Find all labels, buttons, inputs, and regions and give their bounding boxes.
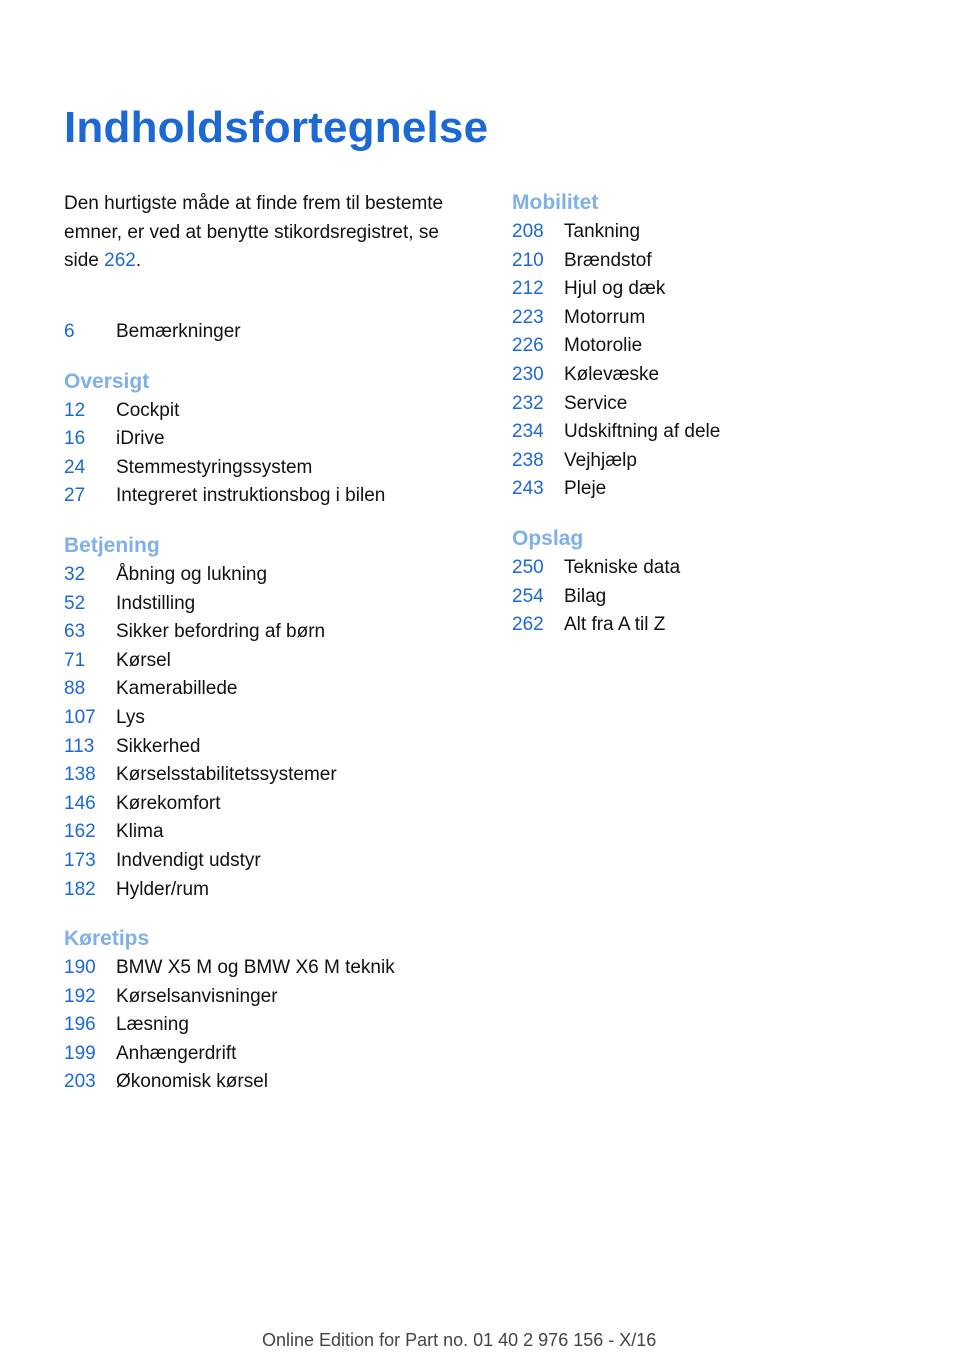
toc-page-number[interactable]: 223 <box>512 306 544 328</box>
toc-entry[interactable] <box>512 418 932 447</box>
toc-entry[interactable] <box>512 390 932 419</box>
toc-page-number[interactable]: 16 <box>64 428 86 450</box>
toc-section <box>64 318 484 347</box>
intro-line-3-suffix: . <box>135 250 142 271</box>
toc-entry-label: Motorrum <box>564 306 646 328</box>
toc-entry-label: Kørsel <box>116 649 171 671</box>
toc-page-number[interactable]: 243 <box>512 478 544 500</box>
section-heading: Oversigt <box>64 369 150 393</box>
toc-entry[interactable] <box>512 554 932 583</box>
toc-entry[interactable] <box>64 618 484 647</box>
intro-paragraph <box>64 190 484 276</box>
toc-entry[interactable] <box>64 876 484 905</box>
toc-entry-label: Bilag <box>564 585 607 607</box>
page-title: Indholdsfortegnelse <box>64 103 489 152</box>
toc-page-number[interactable]: 63 <box>64 621 86 643</box>
toc-entry[interactable] <box>64 647 484 676</box>
toc-page-number[interactable]: 234 <box>512 421 544 443</box>
toc-entry-label: Lys <box>116 706 145 728</box>
intro-line-1: Den hurtigste måde at finde frem til bestemte <box>64 193 444 214</box>
toc-page-number[interactable]: 254 <box>512 585 544 607</box>
toc-entry-label: Pleje <box>564 478 607 500</box>
toc-page-number[interactable]: 203 <box>64 1071 96 1093</box>
toc-entry-label: Cockpit <box>116 399 180 421</box>
toc-entry[interactable] <box>64 675 484 704</box>
toc-entry[interactable] <box>64 318 484 347</box>
toc-page-number[interactable]: 199 <box>64 1042 96 1064</box>
toc-entry-label: Indvendigt udstyr <box>116 849 261 871</box>
toc-entry[interactable] <box>64 561 484 590</box>
toc-entry-label: Indstilling <box>116 592 196 614</box>
toc-section <box>64 367 484 511</box>
toc-page-number[interactable]: 232 <box>512 392 544 414</box>
section-heading: Betjening <box>64 533 160 557</box>
toc-entry-label: iDrive <box>116 428 165 450</box>
toc-page-number[interactable]: 32 <box>64 563 86 585</box>
toc-entry[interactable] <box>512 218 932 247</box>
toc-entry-label: Sikker befordring af børn <box>116 621 326 643</box>
toc-entry-label: Udskiftning af dele <box>564 421 721 443</box>
toc-page-number[interactable]: 113 <box>64 735 95 757</box>
toc-page-number[interactable]: 6 <box>64 321 75 342</box>
toc-entry[interactable] <box>64 1040 484 1069</box>
intro-line-2: emner, er ved at benytte stikordsregistret, se <box>64 221 439 243</box>
toc-entry-label: Åbning og lukning <box>116 563 268 585</box>
toc-entry-label: Tekniske data <box>564 556 681 578</box>
toc-entry-label: Integreret instruktionsbog i bilen <box>116 485 386 507</box>
toc-page-number[interactable]: 88 <box>64 678 86 700</box>
toc-entry[interactable] <box>64 704 484 733</box>
toc-entry[interactable] <box>512 247 932 276</box>
section-heading: Mobilitet <box>512 191 599 214</box>
toc-entry[interactable] <box>512 475 932 504</box>
toc-entry-label: Stemmestyringssystem <box>116 456 313 478</box>
toc-page-number[interactable]: 52 <box>64 592 86 614</box>
toc-entry[interactable] <box>512 361 932 390</box>
toc-page-number[interactable]: 12 <box>64 399 86 421</box>
toc-entry-label: Anhængerdrift <box>116 1042 237 1064</box>
toc-entry[interactable] <box>512 447 932 476</box>
toc-page-number[interactable]: 162 <box>64 821 96 843</box>
toc-entry[interactable] <box>64 425 484 454</box>
toc-entry[interactable] <box>512 304 932 333</box>
toc-page-number[interactable]: 173 <box>64 849 96 871</box>
toc-entry-label: Service <box>564 392 628 414</box>
toc-page-number[interactable]: 226 <box>512 335 544 357</box>
toc-entry[interactable] <box>64 397 484 426</box>
toc-entry[interactable] <box>512 275 932 304</box>
toc-page-number[interactable]: 250 <box>512 556 544 578</box>
toc-entry-label: Kamerabillede <box>116 678 238 700</box>
toc-entry-label: Tankning <box>564 221 641 242</box>
toc-page-number[interactable]: 212 <box>512 278 544 300</box>
toc-entry-label: Økonomisk kørsel <box>116 1071 269 1093</box>
toc-entry-label: Vejhjælp <box>564 449 637 471</box>
toc-entry-label: Motorolie <box>564 335 643 357</box>
toc-column-right <box>512 188 932 660</box>
toc-page-number[interactable]: 192 <box>64 985 96 1007</box>
toc-entry-label: Sikkerhed <box>116 735 201 757</box>
section-heading: Opslag <box>512 526 584 550</box>
toc-entry[interactable] <box>64 454 484 483</box>
toc-entry[interactable] <box>512 583 932 612</box>
toc-entry-label: Hylder/rum <box>116 878 209 900</box>
toc-entry-label: Hjul og dæk <box>564 278 666 300</box>
toc-section <box>512 188 932 504</box>
toc-entry-label: Bemærkninger <box>116 321 241 342</box>
toc-page-number[interactable]: 208 <box>512 221 544 242</box>
toc-page-number[interactable]: 146 <box>64 792 96 814</box>
toc-section <box>64 924 484 1097</box>
toc-page-number[interactable]: 230 <box>512 363 544 385</box>
footer-edition: Online Edition for Part no. 01 40 2 976 156 - X/16 <box>262 1330 657 1350</box>
toc-entry[interactable] <box>64 761 484 790</box>
toc-section <box>512 524 932 640</box>
toc-page-number[interactable]: 138 <box>64 764 96 786</box>
toc-entry[interactable] <box>64 818 484 847</box>
toc-entry[interactable] <box>64 590 484 619</box>
toc-page-number[interactable]: 24 <box>64 456 86 478</box>
toc-entry[interactable] <box>512 611 932 640</box>
toc-entry-label: BMW X5 M og BMW X6 M teknik <box>116 957 395 979</box>
toc-entry-label: Brændstof <box>564 249 652 271</box>
toc-page-number[interactable]: 196 <box>64 1014 96 1036</box>
intro-line-3-prefix: side <box>64 250 105 271</box>
section-heading: Køretips <box>64 927 150 951</box>
toc-entry[interactable] <box>64 1068 484 1097</box>
toc-entry-label: Kørselsstabilitetssystemer <box>116 764 337 786</box>
toc-entry-label: Kørekomfort <box>116 792 221 814</box>
toc-entry-label: Kørselsanvisninger <box>116 985 278 1007</box>
toc-entry[interactable] <box>64 954 484 983</box>
toc-page-number[interactable]: 210 <box>512 249 544 271</box>
toc-entry-label: Læsning <box>116 1014 189 1036</box>
toc-entry[interactable] <box>64 983 484 1012</box>
toc-section <box>64 531 484 904</box>
toc-page-number[interactable]: 262 <box>512 614 544 636</box>
toc-page-number[interactable]: 107 <box>64 706 96 728</box>
toc-entry[interactable] <box>64 790 484 819</box>
toc-page-number[interactable]: 71 <box>64 649 86 671</box>
toc-page-number[interactable]: 238 <box>512 449 544 471</box>
toc-entry-label: Klima <box>116 821 164 843</box>
toc-page-number[interactable]: 190 <box>64 957 96 979</box>
toc-entry[interactable] <box>512 332 932 361</box>
toc-entry-label: Alt fra A til Z <box>564 614 666 636</box>
index-page-link[interactable]: 262 <box>104 250 136 271</box>
toc-entry[interactable] <box>64 733 484 762</box>
toc-entry[interactable] <box>64 847 484 876</box>
toc-entry[interactable] <box>64 482 484 511</box>
toc-entry-label: Kølevæske <box>564 363 660 385</box>
toc-entry[interactable] <box>64 1011 484 1040</box>
toc-page-number[interactable]: 27 <box>64 485 86 507</box>
toc-column-left <box>64 318 484 1117</box>
toc-page-number[interactable]: 182 <box>64 878 96 900</box>
